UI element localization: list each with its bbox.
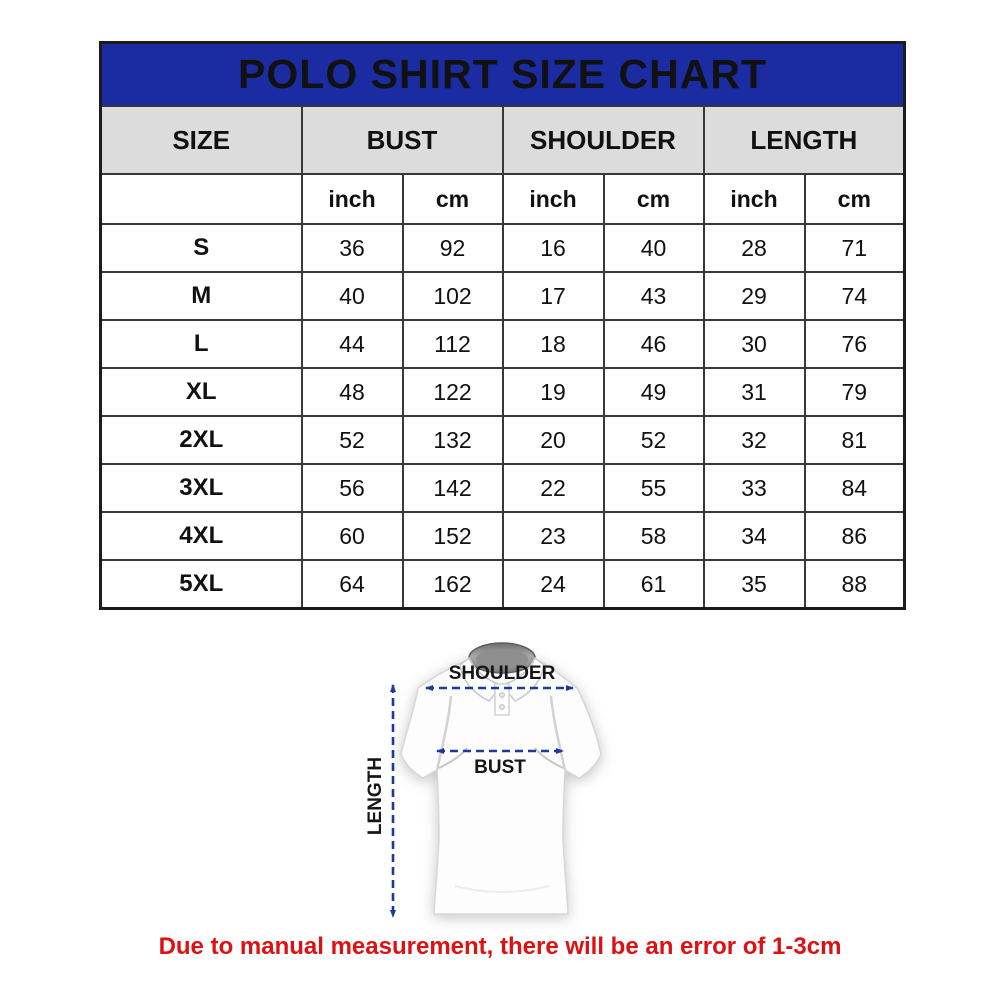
size-chart [99, 41, 906, 610]
table-row [101, 560, 905, 609]
table-row [101, 224, 905, 272]
unit-header-bust-inch: inch [302, 174, 403, 224]
measurement-value: 88 [805, 560, 905, 609]
column-header-size: SIZE [101, 106, 302, 174]
table-row [101, 512, 905, 560]
table-row [101, 272, 905, 320]
measurement-value: 162 [403, 560, 503, 609]
table-row [101, 320, 905, 368]
measurement-value: 64 [302, 560, 403, 609]
measurement-value: 112 [403, 320, 503, 368]
measurement-value: 23 [503, 512, 604, 560]
measurement-value: 19 [503, 368, 604, 416]
measurement-value: 152 [403, 512, 503, 560]
measurement-value: 18 [503, 320, 604, 368]
polo-shirt-diagram [335, 636, 670, 938]
measurement-value: 40 [604, 224, 704, 272]
size-label: 2XL [101, 416, 302, 464]
measurement-value: 60 [302, 512, 403, 560]
unit-header-empty [101, 174, 302, 224]
unit-header-shoulder-inch: inch [503, 174, 604, 224]
measurement-value: 142 [403, 464, 503, 512]
measurement-value: 74 [805, 272, 905, 320]
measurement-value: 22 [503, 464, 604, 512]
measurement-value: 46 [604, 320, 704, 368]
measurement-value: 44 [302, 320, 403, 368]
size-label: S [101, 224, 302, 272]
measurement-value: 55 [604, 464, 704, 512]
column-group-row [101, 106, 905, 174]
table-row [101, 368, 905, 416]
shoulder-label: SHOULDER [448, 663, 556, 684]
measurement-value: 56 [302, 464, 403, 512]
column-header-length: LENGTH [704, 106, 905, 174]
shirt-button [500, 693, 505, 698]
table-row [101, 464, 905, 512]
measurement-value: 79 [805, 368, 905, 416]
measurement-value: 28 [704, 224, 805, 272]
size-chart-table [99, 41, 906, 610]
unit-header-shoulder-cm: cm [604, 174, 704, 224]
bust-label: BUST [474, 757, 526, 778]
measurement-value: 52 [302, 416, 403, 464]
measurement-value: 48 [302, 368, 403, 416]
unit-row [101, 174, 905, 224]
table-row [101, 416, 905, 464]
unit-header-length-inch: inch [704, 174, 805, 224]
measurement-note: Due to manual measurement, there will be an error of 1-3cm [158, 933, 842, 960]
measurement-value: 122 [403, 368, 503, 416]
measurement-value: 71 [805, 224, 905, 272]
measurement-value: 49 [604, 368, 704, 416]
size-label: XL [101, 368, 302, 416]
column-header-shoulder: SHOULDER [503, 106, 704, 174]
measurement-value: 76 [805, 320, 905, 368]
measurement-value: 81 [805, 416, 905, 464]
measurement-value: 92 [403, 224, 503, 272]
size-label: 3XL [101, 464, 302, 512]
measurement-value: 29 [704, 272, 805, 320]
size-label: 5XL [101, 560, 302, 609]
measurement-value: 24 [503, 560, 604, 609]
measurement-value: 61 [604, 560, 704, 609]
measurement-value: 43 [604, 272, 704, 320]
measurement-value: 132 [403, 416, 503, 464]
unit-header-bust-cm: cm [403, 174, 503, 224]
measurement-value: 52 [604, 416, 704, 464]
measurement-value: 35 [704, 560, 805, 609]
measurement-value: 40 [302, 272, 403, 320]
size-label: L [101, 320, 302, 368]
title-row [101, 43, 905, 107]
measurement-value: 16 [503, 224, 604, 272]
size-label: 4XL [101, 512, 302, 560]
size-label: M [101, 272, 302, 320]
unit-header-length-cm: cm [805, 174, 905, 224]
column-header-bust: BUST [302, 106, 503, 174]
measurement-value: 33 [704, 464, 805, 512]
measurement-value: 30 [704, 320, 805, 368]
measurement-value: 36 [302, 224, 403, 272]
measurement-value: 20 [503, 416, 604, 464]
measurement-value: 84 [805, 464, 905, 512]
measurement-value: 86 [805, 512, 905, 560]
chart-title: POLO SHIRT SIZE CHART [101, 43, 905, 107]
measurement-value: 58 [604, 512, 704, 560]
shirt-button [500, 705, 505, 710]
measurement-value: 32 [704, 416, 805, 464]
length-label: LENGTH [365, 756, 386, 836]
measurement-value: 31 [704, 368, 805, 416]
measurement-value: 34 [704, 512, 805, 560]
measurement-value: 102 [403, 272, 503, 320]
measurement-value: 17 [503, 272, 604, 320]
